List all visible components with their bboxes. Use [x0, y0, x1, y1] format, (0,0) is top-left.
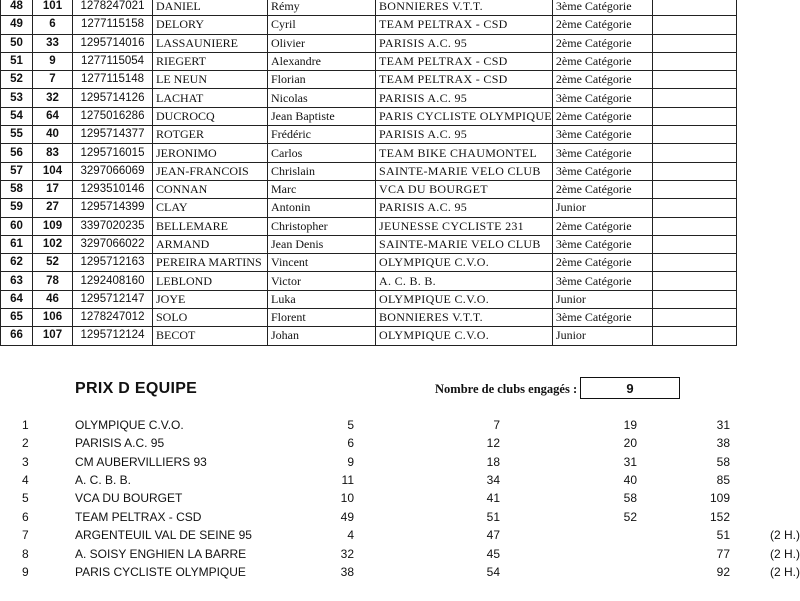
place-cell: 48: [1, 0, 33, 16]
team-rank: 3: [22, 455, 29, 469]
team-score-3: 58: [623, 491, 637, 505]
licence-cell: 1277115158: [73, 16, 153, 34]
licence-cell: 1275016286: [73, 107, 153, 125]
blank-cell: [652, 309, 736, 327]
first-name-cell: Cyril: [268, 16, 376, 34]
category-cell: 3ème Catégorie: [552, 89, 652, 107]
bib-cell: 109: [33, 217, 73, 235]
table-row: [1, 71, 737, 89]
table-row: [1, 144, 737, 162]
last-name-cell: DELORY: [153, 16, 268, 34]
results-body: [1, 0, 737, 345]
first-name-cell: Victor: [268, 272, 376, 290]
team-rank: 7: [22, 528, 29, 542]
team-score-2: 12: [486, 436, 500, 450]
team-note: (2 H.): [770, 547, 800, 561]
club-cell: BONNIERES V.T.T.: [376, 309, 553, 327]
last-name-cell: LE NEUN: [153, 71, 268, 89]
team-score-1: 6: [347, 436, 354, 450]
place-cell: 61: [1, 235, 33, 253]
category-cell: 2ème Catégorie: [552, 180, 652, 198]
category-cell: 2ème Catégorie: [552, 107, 652, 125]
licence-cell: 1295714399: [73, 199, 153, 217]
place-cell: 64: [1, 290, 33, 308]
bib-cell: 40: [33, 126, 73, 144]
last-name-cell: JERONIMO: [153, 144, 268, 162]
team-score-1: 5: [347, 418, 354, 432]
team-score-1: 4: [347, 528, 354, 542]
blank-cell: [652, 144, 736, 162]
last-name-cell: JOYE: [153, 290, 268, 308]
licence-cell: 3397020235: [73, 217, 153, 235]
table-row: [1, 235, 737, 253]
team-rank: 6: [22, 510, 29, 524]
blank-cell: [652, 107, 736, 125]
team-total: 85: [716, 473, 730, 487]
table-row: [1, 34, 737, 52]
first-name-cell: Luka: [268, 290, 376, 308]
licence-cell: 1278247021: [73, 0, 153, 16]
team-score-2: 47: [486, 528, 500, 542]
place-cell: 57: [1, 162, 33, 180]
blank-cell: [652, 217, 736, 235]
place-cell: 63: [1, 272, 33, 290]
team-score-3: 31: [623, 455, 637, 469]
club-cell: A. C. B. B.: [376, 272, 553, 290]
clubs-count-label: Nombre de clubs engagés :: [435, 382, 578, 396]
team-total: 31: [716, 418, 730, 432]
first-name-cell: Rémy: [268, 0, 376, 16]
team-score-2: 51: [486, 510, 500, 524]
blank-cell: [652, 0, 736, 16]
team-total: 77: [716, 547, 730, 561]
place-cell: 50: [1, 34, 33, 52]
table-row: [1, 309, 737, 327]
team-score-2: 45: [486, 547, 500, 561]
team-name: PARISIS A.C. 95: [75, 436, 165, 450]
place-cell: 53: [1, 89, 33, 107]
team-score-1: 11: [341, 473, 354, 487]
place-cell: 60: [1, 217, 33, 235]
place-cell: 52: [1, 71, 33, 89]
team-score-3: 40: [623, 473, 637, 487]
team-score-3: 19: [623, 418, 637, 432]
category-cell: 2ème Catégorie: [552, 52, 652, 70]
licence-cell: 1295714126: [73, 89, 153, 107]
team-score-3: 52: [623, 510, 637, 524]
team-score-2: 34: [486, 473, 500, 487]
team-total: 58: [716, 455, 730, 469]
first-name-cell: Florent: [268, 309, 376, 327]
licence-cell: 1295712163: [73, 254, 153, 272]
first-name-cell: Antonin: [268, 199, 376, 217]
club-cell: OLYMPIQUE C.V.O.: [376, 290, 553, 308]
last-name-cell: BELLEMARE: [153, 217, 268, 235]
team-row: [0, 436, 800, 454]
table-row: [1, 327, 737, 345]
place-cell: 54: [1, 107, 33, 125]
table-row: [1, 199, 737, 217]
first-name-cell: Olivier: [268, 34, 376, 52]
last-name-cell: SOLO: [153, 309, 268, 327]
category-cell: 3ème Catégorie: [552, 235, 652, 253]
team-row: [0, 528, 800, 546]
category-cell: 2ème Catégorie: [552, 34, 652, 52]
place-cell: 62: [1, 254, 33, 272]
blank-cell: [652, 290, 736, 308]
club-cell: PARIS CYCLISTE OLYMPIQUE: [376, 107, 553, 125]
category-cell: 3ème Catégorie: [552, 272, 652, 290]
team-name: ARGENTEUIL VAL DE SEINE 95: [75, 528, 252, 542]
blank-cell: [652, 180, 736, 198]
club-cell: JEUNESSE CYCLISTE 231: [376, 217, 553, 235]
first-name-cell: Florian: [268, 71, 376, 89]
club-cell: OLYMPIQUE C.V.O.: [376, 327, 553, 345]
table-row: [1, 107, 737, 125]
blank-cell: [652, 34, 736, 52]
category-cell: 2ème Catégorie: [552, 16, 652, 34]
category-cell: 3ème Catégorie: [552, 309, 652, 327]
club-cell: SAINTE-MARIE VELO CLUB: [376, 162, 553, 180]
team-rank: 2: [22, 436, 29, 450]
first-name-cell: Chrislain: [268, 162, 376, 180]
category-cell: 3ème Catégorie: [552, 162, 652, 180]
table-row: [1, 162, 737, 180]
team-score-1: 32: [340, 547, 354, 561]
last-name-cell: JEAN-FRANCOIS: [153, 162, 268, 180]
bib-cell: 6: [33, 16, 73, 34]
team-row: [0, 473, 800, 491]
last-name-cell: CLAY: [153, 199, 268, 217]
bib-cell: 27: [33, 199, 73, 217]
bib-cell: 17: [33, 180, 73, 198]
team-score-3: 20: [623, 436, 637, 450]
first-name-cell: Frédéric: [268, 126, 376, 144]
club-cell: TEAM BIKE CHAUMONTEL: [376, 144, 553, 162]
club-cell: OLYMPIQUE C.V.O.: [376, 254, 553, 272]
club-cell: TEAM PELTRAX - CSD: [376, 16, 553, 34]
first-name-cell: Nicolas: [268, 89, 376, 107]
bib-cell: 52: [33, 254, 73, 272]
first-name-cell: Vincent: [268, 254, 376, 272]
team-total: 51: [716, 528, 730, 542]
blank-cell: [652, 327, 736, 345]
blank-cell: [652, 89, 736, 107]
bib-cell: 83: [33, 144, 73, 162]
last-name-cell: ROTGER: [153, 126, 268, 144]
blank-cell: [652, 235, 736, 253]
team-row: [0, 491, 800, 509]
place-cell: 58: [1, 180, 33, 198]
category-cell: 2ème Catégorie: [552, 71, 652, 89]
place-cell: 59: [1, 199, 33, 217]
licence-cell: 1277115148: [73, 71, 153, 89]
place-cell: 56: [1, 144, 33, 162]
club-cell: PARISIS A.C. 95: [376, 34, 553, 52]
team-name: A. C. B. B.: [75, 473, 132, 487]
team-row: [0, 510, 800, 528]
bib-cell: 33: [33, 34, 73, 52]
last-name-cell: DUCROCQ: [153, 107, 268, 125]
team-total: 152: [709, 510, 730, 524]
club-cell: PARISIS A.C. 95: [376, 199, 553, 217]
team-note: (2 H.): [770, 565, 800, 579]
club-cell: PARISIS A.C. 95: [376, 126, 553, 144]
blank-cell: [652, 162, 736, 180]
category-cell: Junior: [552, 290, 652, 308]
table-row: [1, 272, 737, 290]
category-cell: Junior: [552, 327, 652, 345]
licence-cell: 1295712147: [73, 290, 153, 308]
team-row: [0, 565, 800, 583]
licence-cell: 1277115054: [73, 52, 153, 70]
blank-cell: [652, 71, 736, 89]
team-row: [0, 418, 800, 436]
last-name-cell: LACHAT: [153, 89, 268, 107]
team-score-2: 18: [486, 455, 500, 469]
category-cell: 3ème Catégorie: [552, 126, 652, 144]
team-score-1: 10: [340, 491, 354, 505]
first-name-cell: Christopher: [268, 217, 376, 235]
table-row: [1, 180, 737, 198]
licence-cell: 1295714377: [73, 126, 153, 144]
last-name-cell: CONNAN: [153, 180, 268, 198]
place-cell: 49: [1, 16, 33, 34]
club-cell: VCA DU BOURGET: [376, 180, 553, 198]
table-row: [1, 89, 737, 107]
category-cell: 3ème Catégorie: [552, 144, 652, 162]
team-rank: 8: [22, 547, 29, 561]
first-name-cell: Marc: [268, 180, 376, 198]
clubs-count-box: 9: [580, 377, 680, 399]
last-name-cell: LASSAUNIERE: [153, 34, 268, 52]
licence-cell: 1295714016: [73, 34, 153, 52]
place-cell: 51: [1, 52, 33, 70]
table-row: [1, 0, 737, 16]
bib-cell: 78: [33, 272, 73, 290]
licence-cell: 3297066022: [73, 235, 153, 253]
first-name-cell: Carlos: [268, 144, 376, 162]
team-rank: 4: [22, 473, 29, 487]
category-cell: 3ème Catégorie: [552, 0, 652, 16]
club-cell: PARISIS A.C. 95: [376, 89, 553, 107]
last-name-cell: DANIEL: [153, 0, 268, 16]
team-rank: 5: [22, 491, 29, 505]
team-name: PARIS CYCLISTE OLYMPIQUE: [75, 565, 246, 579]
club-cell: BONNIERES V.T.T.: [376, 0, 553, 16]
blank-cell: [652, 126, 736, 144]
bib-cell: 107: [33, 327, 73, 345]
team-name: A. SOISY ENGHIEN LA BARRE: [75, 547, 247, 561]
last-name-cell: PEREIRA MARTINS: [153, 254, 268, 272]
first-name-cell: Alexandre: [268, 52, 376, 70]
team-name: OLYMPIQUE C.V.O.: [75, 418, 184, 432]
bib-cell: 46: [33, 290, 73, 308]
licence-cell: 1295716015: [73, 144, 153, 162]
team-total: 38: [716, 436, 730, 450]
team-total: 109: [709, 491, 730, 505]
table-row: [1, 16, 737, 34]
table-row: [1, 126, 737, 144]
last-name-cell: LEBLOND: [153, 272, 268, 290]
licence-cell: 1295712124: [73, 327, 153, 345]
team-score-2: 41: [486, 491, 500, 505]
first-name-cell: Johan: [268, 327, 376, 345]
place-cell: 66: [1, 327, 33, 345]
bib-cell: 7: [33, 71, 73, 89]
team-score-1: 38: [340, 565, 354, 579]
bib-cell: 9: [33, 52, 73, 70]
last-name-cell: BECOT: [153, 327, 268, 345]
team-score-2: 54: [486, 565, 500, 579]
table-row: [1, 217, 737, 235]
team-row: [0, 455, 800, 473]
bib-cell: 64: [33, 107, 73, 125]
team-name: TEAM PELTRAX - CSD: [75, 510, 202, 524]
team-score-1: 9: [347, 455, 354, 469]
blank-cell: [652, 16, 736, 34]
blank-cell: [652, 199, 736, 217]
club-cell: TEAM PELTRAX - CSD: [376, 52, 553, 70]
team-row: [0, 547, 800, 565]
licence-cell: 3297066069: [73, 162, 153, 180]
first-name-cell: Jean Baptiste: [268, 107, 376, 125]
bib-cell: 104: [33, 162, 73, 180]
team-rank: 9: [22, 565, 29, 579]
last-name-cell: ARMAND: [153, 235, 268, 253]
blank-cell: [652, 254, 736, 272]
table-row: [1, 254, 737, 272]
licence-cell: 1292408160: [73, 272, 153, 290]
table-row: [1, 290, 737, 308]
team-name: CM AUBERVILLIERS 93: [75, 455, 207, 469]
last-name-cell: RIEGERT: [153, 52, 268, 70]
team-score-1: 49: [340, 510, 354, 524]
team-name: VCA DU BOURGET: [75, 491, 183, 505]
licence-cell: 1293510146: [73, 180, 153, 198]
blank-cell: [652, 272, 736, 290]
place-cell: 55: [1, 126, 33, 144]
team-score-2: 7: [493, 418, 500, 432]
team-rank: 1: [22, 418, 29, 432]
bib-cell: 32: [33, 89, 73, 107]
bib-cell: 102: [33, 235, 73, 253]
bib-cell: 101: [33, 0, 73, 16]
first-name-cell: Jean Denis: [268, 235, 376, 253]
team-note: (2 H.): [770, 528, 800, 542]
category-cell: Junior: [552, 199, 652, 217]
table-row: [1, 52, 737, 70]
category-cell: 2ème Catégorie: [552, 217, 652, 235]
club-cell: SAINTE-MARIE VELO CLUB: [376, 235, 553, 253]
team-prize-title: PRIX D EQUIPE: [75, 380, 198, 397]
bib-cell: 106: [33, 309, 73, 327]
place-cell: 65: [1, 309, 33, 327]
blank-cell: [652, 52, 736, 70]
category-cell: 2ème Catégorie: [552, 254, 652, 272]
team-total: 92: [716, 565, 730, 579]
licence-cell: 1278247012: [73, 309, 153, 327]
club-cell: TEAM PELTRAX - CSD: [376, 71, 553, 89]
